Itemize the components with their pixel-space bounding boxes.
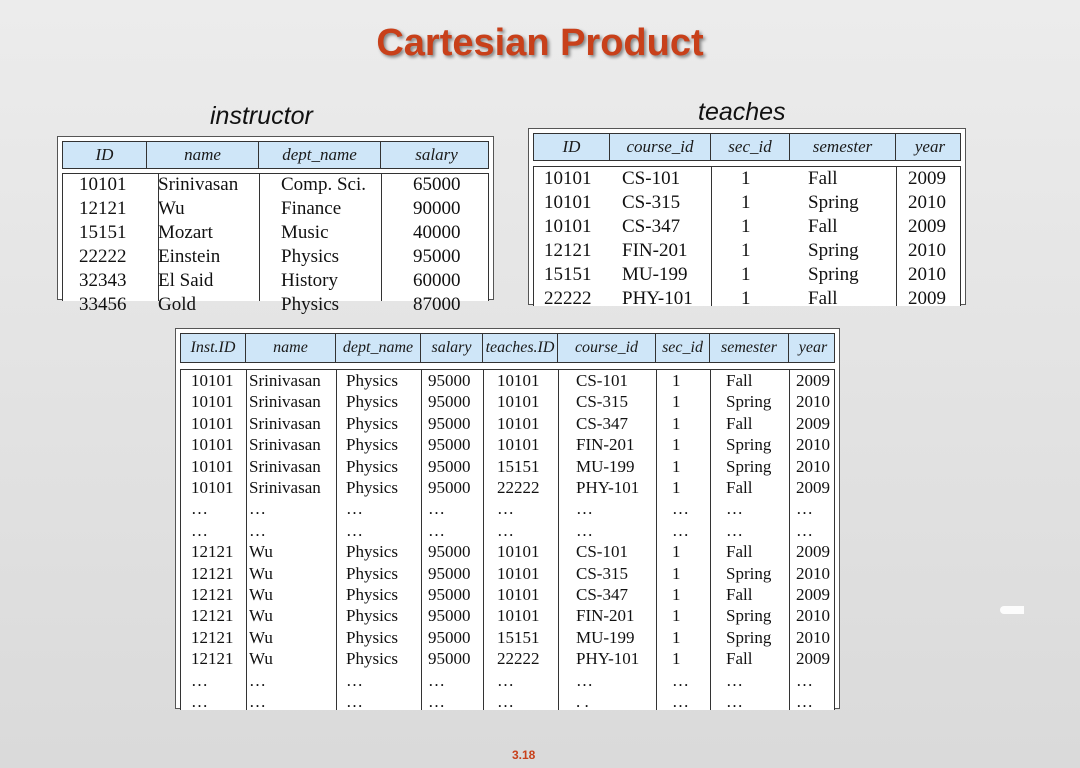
product-cell: 12121 bbox=[191, 585, 234, 604]
product-cell: Wu bbox=[249, 542, 273, 562]
teaches-column-header: ID bbox=[534, 134, 610, 160]
product-cell: 1 bbox=[672, 456, 681, 476]
product-cell: Fall bbox=[726, 478, 753, 497]
teaches-cell: 2010 bbox=[908, 192, 946, 213]
product-table-row bbox=[181, 606, 834, 627]
product-cell: … bbox=[796, 499, 813, 519]
product-cell: … bbox=[191, 520, 208, 540]
instructor-cell: El Said bbox=[158, 270, 214, 291]
teaches-caption: teaches bbox=[698, 98, 786, 126]
product-cell: 15151 bbox=[497, 456, 540, 476]
product-cell: CS-315 bbox=[576, 563, 628, 583]
product-cell: … bbox=[346, 670, 363, 690]
product-table-row bbox=[181, 478, 834, 499]
product-cell: 12121 bbox=[191, 606, 234, 626]
product-cell: 12121 bbox=[191, 627, 234, 647]
instructor-cell: 95000 bbox=[413, 246, 461, 267]
product-cell: … bbox=[796, 692, 813, 711]
product-cell: 95000 bbox=[428, 627, 471, 647]
teaches-cell: Spring bbox=[808, 264, 859, 285]
instructor-table-row bbox=[63, 294, 488, 318]
product-cell: Fall bbox=[726, 371, 753, 390]
instructor-cell: Physics bbox=[281, 294, 340, 315]
product-cell: 95000 bbox=[428, 563, 471, 583]
product-cell: 1 bbox=[672, 371, 681, 390]
teaches-cell: 2010 bbox=[908, 240, 946, 261]
instructor-column-header: salary bbox=[415, 145, 458, 164]
product-cell: 10101 bbox=[191, 478, 234, 497]
product-cell: MU-199 bbox=[576, 456, 635, 476]
product-cell: … bbox=[191, 499, 208, 519]
teaches-column-header: course_id bbox=[610, 134, 711, 160]
product-cell: 10101 bbox=[497, 371, 540, 390]
teaches-cell: FIN-201 bbox=[622, 240, 688, 261]
product-cell: … bbox=[346, 499, 363, 519]
product-cell: 10101 bbox=[191, 392, 234, 412]
instructor-cell: Mozart bbox=[158, 222, 213, 243]
product-cell: … bbox=[672, 520, 689, 540]
product-cell: … bbox=[672, 670, 689, 690]
teaches-cell: 1 bbox=[741, 168, 751, 189]
product-cell: … bbox=[796, 670, 813, 690]
product-cell: 10101 bbox=[497, 413, 540, 433]
teaches-cell: 2009 bbox=[908, 288, 946, 309]
teaches-cell: 12121 bbox=[544, 240, 592, 261]
product-cell: 1 bbox=[672, 413, 681, 433]
product-cell: Spring bbox=[726, 563, 772, 583]
instructor-cell: 32343 bbox=[79, 270, 127, 291]
product-body bbox=[180, 369, 835, 710]
decorative-swoosh bbox=[1000, 606, 1024, 614]
product-cell: 2009 bbox=[796, 478, 830, 497]
product-cell: 12121 bbox=[191, 649, 234, 669]
product-table-row bbox=[181, 521, 834, 542]
instructor-body bbox=[62, 173, 489, 315]
product-cell: … bbox=[428, 692, 445, 711]
product-cell: 15151 bbox=[497, 627, 540, 647]
product-cell: 95000 bbox=[428, 542, 471, 562]
product-cell: 1 bbox=[672, 542, 681, 562]
product-cell: Wu bbox=[249, 627, 273, 647]
product-cell: 10101 bbox=[497, 563, 540, 583]
instructor-cell: Srinivasan bbox=[158, 174, 239, 195]
teaches-cell: 22222 bbox=[544, 288, 592, 309]
product-cell: 95000 bbox=[428, 649, 471, 669]
product-cell: 10101 bbox=[497, 606, 540, 626]
teaches-cell: CS-347 bbox=[622, 216, 681, 237]
product-cell: Physics bbox=[346, 371, 398, 390]
instructor-cell: Gold bbox=[158, 294, 196, 315]
instructor-cell: 15151 bbox=[79, 222, 127, 243]
instructor-column-header: name bbox=[147, 142, 259, 168]
product-cell: 95000 bbox=[428, 435, 471, 455]
product-cell: Wu bbox=[249, 585, 273, 604]
teaches-table-row bbox=[534, 216, 960, 240]
instructor-column-header: ID bbox=[63, 142, 147, 168]
product-header-row bbox=[180, 333, 835, 363]
teaches-column-header: semester bbox=[790, 134, 896, 160]
product-cell: … bbox=[249, 670, 266, 690]
product-cell: Srinivasan bbox=[249, 392, 321, 412]
product-cell: 2009 bbox=[796, 649, 830, 669]
product-cell: Spring bbox=[726, 606, 772, 626]
product-cell: … bbox=[346, 520, 363, 540]
product-cell: CS-101 bbox=[576, 371, 628, 390]
instructor-table-row bbox=[63, 174, 488, 198]
instructor-header-row bbox=[62, 141, 489, 169]
product-cell: 10101 bbox=[191, 371, 234, 390]
teaches-cell: 1 bbox=[741, 216, 751, 237]
product-cell: Fall bbox=[726, 585, 753, 604]
product-cell: Fall bbox=[726, 542, 753, 562]
product-cell: … bbox=[576, 520, 593, 540]
product-table-row bbox=[181, 499, 834, 520]
product-column-header: sec_id bbox=[656, 334, 710, 362]
instructor-cell: 60000 bbox=[413, 270, 461, 291]
product-cell: … bbox=[576, 499, 593, 519]
product-cell: Srinivasan bbox=[249, 456, 321, 476]
teaches-table-row bbox=[534, 288, 960, 312]
product-cell: Wu bbox=[249, 563, 273, 583]
product-cell: 10101 bbox=[497, 585, 540, 604]
product-cell: Srinivasan bbox=[249, 435, 321, 455]
product-column-header: name bbox=[246, 334, 336, 362]
instructor-cell: 65000 bbox=[413, 174, 461, 195]
product-cell: Wu bbox=[249, 649, 273, 669]
product-cell: Physics bbox=[346, 542, 398, 562]
product-cell: 1 bbox=[672, 649, 681, 669]
instructor-cell: 10101 bbox=[79, 174, 127, 195]
teaches-cell: 1 bbox=[741, 192, 751, 213]
slide-title: Cartesian Product bbox=[376, 22, 704, 64]
product-cell: … bbox=[428, 520, 445, 540]
instructor-table-row bbox=[63, 246, 488, 270]
product-cell: 2010 bbox=[796, 392, 830, 412]
product-cell: Srinivasan bbox=[249, 371, 321, 390]
product-table-row bbox=[181, 371, 834, 392]
product-cell: 2009 bbox=[796, 542, 830, 562]
instructor-cell: 12121 bbox=[79, 198, 127, 219]
product-table-row bbox=[181, 585, 834, 606]
teaches-cell: 1 bbox=[741, 240, 751, 261]
teaches-table-row bbox=[534, 168, 960, 192]
teaches-cell: Spring bbox=[808, 240, 859, 261]
teaches-cell: 2009 bbox=[908, 168, 946, 189]
instructor-cell: History bbox=[281, 270, 338, 291]
instructor-cell: 40000 bbox=[413, 222, 461, 243]
product-cell: 2009 bbox=[796, 371, 830, 390]
cartesian-product-table bbox=[175, 328, 840, 709]
product-cell: 95000 bbox=[428, 371, 471, 390]
product-cell: Spring bbox=[726, 435, 772, 455]
product-cell: Spring bbox=[726, 627, 772, 647]
product-cell: MU-199 bbox=[576, 627, 635, 647]
product-cell: FIN-201 bbox=[576, 435, 635, 455]
teaches-header-row bbox=[533, 133, 961, 161]
product-cell: … bbox=[672, 499, 689, 519]
product-cell: CS-347 bbox=[576, 585, 628, 604]
product-table-row bbox=[181, 671, 834, 692]
product-cell: … bbox=[497, 670, 514, 690]
product-cell: 1 bbox=[672, 627, 681, 647]
product-table-row bbox=[181, 435, 834, 456]
product-cell: 95000 bbox=[428, 456, 471, 476]
product-cell: 1 bbox=[672, 435, 681, 455]
instructor-caption: instructor bbox=[210, 102, 313, 130]
product-cell: Physics bbox=[346, 563, 398, 583]
product-cell: CS-315 bbox=[576, 392, 628, 412]
product-cell: 1 bbox=[672, 585, 681, 604]
product-column-header: salary bbox=[421, 334, 483, 362]
product-cell: … bbox=[796, 520, 813, 540]
product-cell: Physics bbox=[346, 478, 398, 497]
product-cell: 12121 bbox=[191, 563, 234, 583]
product-cell: Srinivasan bbox=[249, 478, 321, 497]
teaches-column-header: year bbox=[914, 137, 946, 156]
product-cell: 1 bbox=[672, 478, 681, 497]
product-cell: Wu bbox=[249, 606, 273, 626]
product-cell: 2010 bbox=[796, 435, 830, 455]
product-column-header: semester bbox=[710, 334, 789, 362]
instructor-column-header: dept_name bbox=[259, 142, 381, 168]
product-table-row bbox=[181, 564, 834, 585]
product-cell: … bbox=[191, 670, 208, 690]
product-cell: … bbox=[497, 520, 514, 540]
product-cell: 1 bbox=[672, 563, 681, 583]
product-cell: Physics bbox=[346, 627, 398, 647]
product-column-header: dept_name bbox=[336, 334, 421, 362]
product-cell: FIN-201 bbox=[576, 606, 635, 626]
instructor-table-row bbox=[63, 198, 488, 222]
product-column-header: Inst.ID bbox=[181, 334, 246, 362]
teaches-column-header: sec_id bbox=[711, 134, 790, 160]
instructor-cell: Music bbox=[281, 222, 329, 243]
product-column-header: course_id bbox=[558, 334, 656, 362]
product-cell: 95000 bbox=[428, 478, 471, 497]
instructor-cell: Comp. Sci. bbox=[281, 174, 366, 195]
product-table-row bbox=[181, 692, 834, 713]
product-cell: … bbox=[249, 520, 266, 540]
teaches-table-row bbox=[534, 264, 960, 288]
product-cell: … bbox=[191, 692, 208, 711]
instructor-table bbox=[57, 136, 494, 315]
product-cell: 95000 bbox=[428, 413, 471, 433]
instructor-cell: 22222 bbox=[79, 246, 127, 267]
product-cell: Physics bbox=[346, 413, 398, 433]
teaches-cell: 2010 bbox=[908, 264, 946, 285]
teaches-cell: 1 bbox=[741, 288, 751, 309]
product-cell: … bbox=[726, 499, 743, 519]
product-table-row bbox=[181, 628, 834, 649]
product-cell: 1 bbox=[672, 606, 681, 626]
product-cell: 2009 bbox=[796, 413, 830, 433]
product-cell: 2010 bbox=[796, 456, 830, 476]
teaches-cell: 1 bbox=[741, 264, 751, 285]
instructor-cell: Wu bbox=[158, 198, 185, 219]
product-table-row bbox=[181, 414, 834, 435]
product-cell: 10101 bbox=[191, 456, 234, 476]
teaches-cell: PHY-101 bbox=[622, 288, 693, 309]
teaches-cell: 10101 bbox=[544, 216, 592, 237]
product-cell: 10101 bbox=[191, 413, 234, 433]
product-cell: … bbox=[428, 670, 445, 690]
teaches-table bbox=[528, 128, 966, 309]
product-cell: Physics bbox=[346, 649, 398, 669]
product-cell: . . bbox=[576, 692, 589, 711]
product-cell: … bbox=[497, 692, 514, 711]
product-cell: PHY-101 bbox=[576, 478, 640, 497]
product-cell: Srinivasan bbox=[249, 413, 321, 433]
teaches-table-row bbox=[534, 192, 960, 216]
product-cell: CS-101 bbox=[576, 542, 628, 562]
product-cell: Fall bbox=[726, 413, 753, 433]
product-cell: 10101 bbox=[191, 435, 234, 455]
teaches-cell: Spring bbox=[808, 192, 859, 213]
product-cell: … bbox=[428, 499, 445, 519]
teaches-cell: Fall bbox=[808, 216, 838, 237]
product-cell: Physics bbox=[346, 606, 398, 626]
product-cell: Physics bbox=[346, 392, 398, 412]
product-cell: … bbox=[576, 670, 593, 690]
instructor-cell: Finance bbox=[281, 198, 342, 219]
product-cell: Spring bbox=[726, 392, 772, 412]
teaches-cell: Fall bbox=[808, 168, 838, 189]
product-column-header: year bbox=[798, 339, 828, 356]
teaches-table-row bbox=[534, 240, 960, 264]
product-cell: Fall bbox=[726, 649, 753, 669]
product-cell: Physics bbox=[346, 456, 398, 476]
product-cell: 22222 bbox=[497, 649, 540, 669]
product-cell: 22222 bbox=[497, 478, 540, 497]
teaches-cell: MU-199 bbox=[622, 264, 688, 285]
product-cell: 2009 bbox=[796, 585, 830, 604]
teaches-cell: 10101 bbox=[544, 168, 592, 189]
product-cell: 10101 bbox=[497, 542, 540, 562]
instructor-table-row bbox=[63, 270, 488, 294]
product-cell: 1 bbox=[672, 392, 681, 412]
product-cell: 12121 bbox=[191, 542, 234, 562]
instructor-table-row bbox=[63, 222, 488, 246]
teaches-body bbox=[533, 166, 961, 309]
product-cell: 10101 bbox=[497, 392, 540, 412]
product-cell: 2010 bbox=[796, 606, 830, 626]
product-cell: Physics bbox=[346, 585, 398, 604]
product-cell: … bbox=[726, 520, 743, 540]
instructor-cell: Einstein bbox=[158, 246, 221, 267]
instructor-cell: 87000 bbox=[413, 294, 461, 315]
page-number: 3.18 bbox=[512, 748, 536, 762]
product-cell: 95000 bbox=[428, 606, 471, 626]
product-cell: Spring bbox=[726, 456, 772, 476]
teaches-cell: 10101 bbox=[544, 192, 592, 213]
instructor-cell: 33456 bbox=[79, 294, 127, 315]
product-cell: … bbox=[249, 499, 266, 519]
product-table-row bbox=[181, 542, 834, 563]
teaches-cell: 2009 bbox=[908, 216, 946, 237]
product-cell: PHY-101 bbox=[576, 649, 640, 669]
product-cell: … bbox=[726, 692, 743, 711]
product-cell: 2010 bbox=[796, 627, 830, 647]
product-cell: 2010 bbox=[796, 563, 830, 583]
product-cell: … bbox=[672, 692, 689, 711]
teaches-cell: CS-101 bbox=[622, 168, 681, 189]
instructor-cell: 90000 bbox=[413, 198, 461, 219]
teaches-cell: CS-315 bbox=[622, 192, 681, 213]
product-cell: 95000 bbox=[428, 585, 471, 604]
teaches-cell: Fall bbox=[808, 288, 838, 309]
product-cell: 95000 bbox=[428, 392, 471, 412]
product-table-row bbox=[181, 392, 834, 413]
product-cell: … bbox=[249, 692, 266, 711]
product-cell: 10101 bbox=[497, 435, 540, 455]
product-table-row bbox=[181, 457, 834, 478]
product-cell: CS-347 bbox=[576, 413, 628, 433]
instructor-cell: Physics bbox=[281, 246, 340, 267]
teaches-cell: 15151 bbox=[544, 264, 592, 285]
product-cell: Physics bbox=[346, 435, 398, 455]
product-table-row bbox=[181, 649, 834, 670]
product-cell: … bbox=[346, 692, 363, 711]
product-cell: … bbox=[497, 499, 514, 519]
product-column-header: teaches.ID bbox=[483, 334, 558, 362]
product-cell: … bbox=[726, 670, 743, 690]
